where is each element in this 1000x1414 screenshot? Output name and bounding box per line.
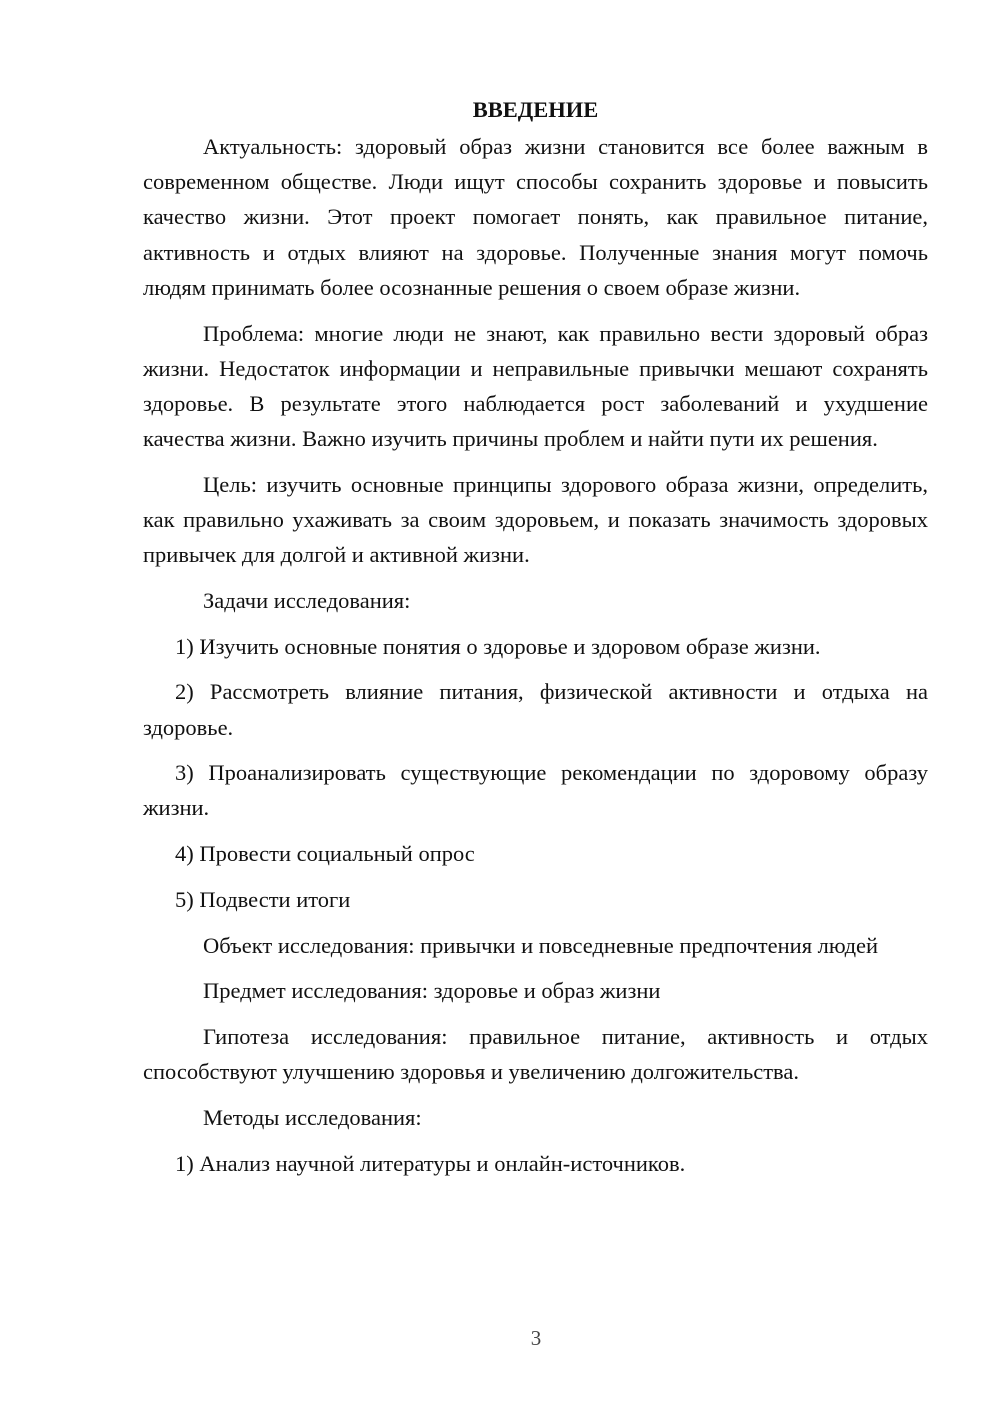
page-number: 3	[530, 1326, 542, 1350]
task-item-1: 1) Изучить основные понятия о здоровье и здоровом образе жизни.	[175, 633, 821, 659]
paragraph-tasks-heading: Задачи исследования:	[203, 587, 411, 613]
paragraph-goal: Цель: изучить основные принципы здорового образа жизни, определить, как правильно ухаживать за своим здоровьем, и показать значимость здоровых привычек для долгой и активной жизни.	[143, 471, 928, 568]
paragraph-hypothesis: Гипотеза исследования: правильное питание, активность и отдых способствуют улучшению здоровья и увеличению долгожительства.	[143, 1023, 928, 1085]
page-title: ВВЕДЕНИЕ	[472, 97, 599, 122]
task-item-2: 2) Рассмотреть влияние питания, физической активности и отдыха на здоровье.	[143, 679, 928, 740]
paragraph-methods-heading: Методы исследования:	[203, 1104, 422, 1130]
task-item-4: 4) Провести социальный опрос	[175, 841, 475, 867]
task-item-5: 5) Подвести итоги	[175, 886, 351, 912]
paragraph-relevance: Актуальность: здоровый образ жизни становится все более важным в современном обществе. Люди ищут способы сохранить здоровье и повысить качество жизни. Этот проект помогает понять, как правильное питание, активность и отдых влияют на здоровье. Полученные знания могут помочь людям принимать более осознанные решения о своем образе жизни.	[143, 134, 928, 300]
paragraph-problem: Проблема: многие люди не знают, как правильно вести здоровый образ жизни. Недостаток информации и неправильные привычки мешают сохранять здоровье. В результате этого наблюдается рост заболеваний и ухудшение качества жизни. Важно изучить причины проблем и найти пути их решения.	[143, 320, 928, 452]
paragraph-subject: Предмет исследования: здоровье и образ жизни	[203, 978, 661, 1004]
paragraph-object: Объект исследования: привычки и повседневные предпочтения людей	[203, 932, 879, 958]
task-item-3: 3) Проанализировать существующие рекомендации по здоровому образу жизни.	[143, 760, 928, 821]
page-content	[143, 92, 928, 1191]
method-item-1: 1) Анализ научной литературы и онлайн-источников.	[175, 1150, 686, 1176]
